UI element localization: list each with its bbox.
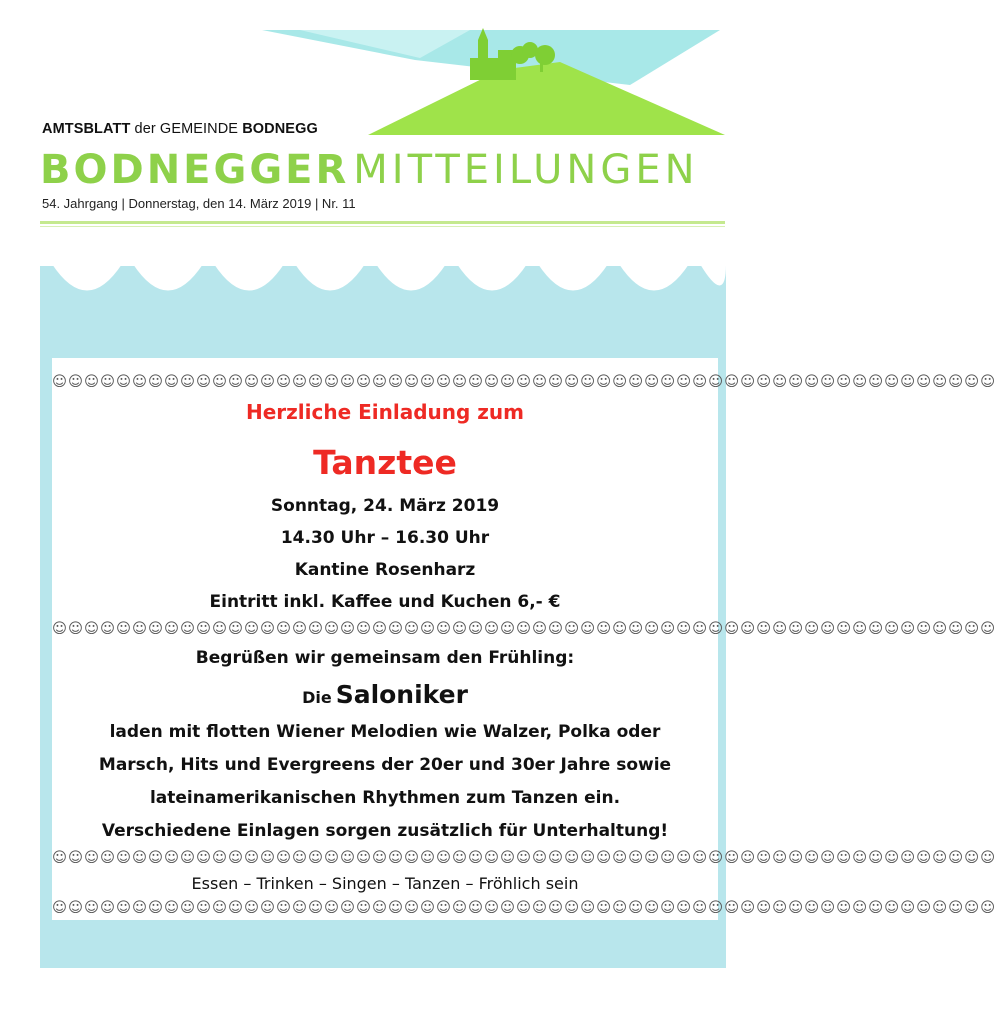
performer-prefix: Die <box>302 688 332 707</box>
issue-line: 54. Jahrgang | Donnerstag, den 14. März 2019 | Nr. 11 <box>42 196 356 211</box>
description-line: Verschiedene Einlagen sorgen zusätzlich für Unterhaltung! <box>101 821 669 841</box>
divider-thin <box>40 226 725 227</box>
event-admission: Eintritt inkl. Kaffee und Kuchen 6,- € <box>209 592 561 612</box>
event-title: Tanztee <box>313 443 457 482</box>
description-line: lateinamerikanischen Rhythmen zum Tanzen ein. <box>149 788 621 808</box>
smiley-divider: ☺☺☺☺☺☺☺☺☺☺☺☺☺☺☺☺☺☺☺☺☺☺☺☺☺☺☺☺☺☺☺☺☺☺☺☺☺☺☺☺☺☺☺☺☺☺☺☺☺☺☺☺☺☺☺☺☺☺☺ <box>52 850 996 866</box>
smiley-divider: ☺☺☺☺☺☺☺☺☺☺☺☺☺☺☺☺☺☺☺☺☺☺☺☺☺☺☺☺☺☺☺☺☺☺☺☺☺☺☺☺☺☺☺☺☺☺☺☺☺☺☺☺☺☺☺☺☺☺☺ <box>52 374 996 390</box>
divider <box>40 221 725 224</box>
event-location: Kantine Rosenharz <box>294 560 476 580</box>
event-time: 14.30 Uhr – 16.30 Uhr <box>280 528 490 548</box>
invite-heading: Herzliche Einladung zum <box>245 400 525 424</box>
masthead-kicker: AMTSBLATT der GEMEINDE BODNEGG <box>42 121 318 137</box>
slogan-line: Essen – Trinken – Singen – Tanzen – Fröhlich sein <box>191 874 579 893</box>
masthead-illustration <box>0 0 770 140</box>
performer-line <box>52 680 718 709</box>
welcome-line: Begrüßen wir gemeinsam den Frühling: <box>195 648 575 668</box>
description-line: laden mit flotten Wiener Melodien wie Walzer, Polka oder <box>109 722 661 742</box>
event-date: Sonntag, 24. März 2019 <box>270 496 500 516</box>
title-light-part: MITTEILUNGEN <box>353 147 699 193</box>
event-notice <box>52 358 996 920</box>
smiley-divider: ☺☺☺☺☺☺☺☺☺☺☺☺☺☺☺☺☺☺☺☺☺☺☺☺☺☺☺☺☺☺☺☺☺☺☺☺☺☺☺☺☺☺☺☺☺☺☺☺☺☺☺☺☺☺☺☺☺☺☺ <box>52 900 996 916</box>
title-bold-part: BODNEGGER <box>40 147 350 193</box>
masthead-title <box>40 146 740 193</box>
scallop-edge <box>40 262 726 302</box>
description-line: Marsch, Hits und Evergreens der 20er und 30er Jahre sowie <box>98 755 672 775</box>
performer-name: Saloniker <box>335 680 468 709</box>
hill-shape <box>368 62 725 135</box>
smiley-divider: ☺☺☺☺☺☺☺☺☺☺☺☺☺☺☺☺☺☺☺☺☺☺☺☺☺☺☺☺☺☺☺☺☺☺☺☺☺☺☺☺☺☺☺☺☺☺☺☺☺☺☺☺☺☺☺☺☺☺☺ <box>52 621 996 637</box>
